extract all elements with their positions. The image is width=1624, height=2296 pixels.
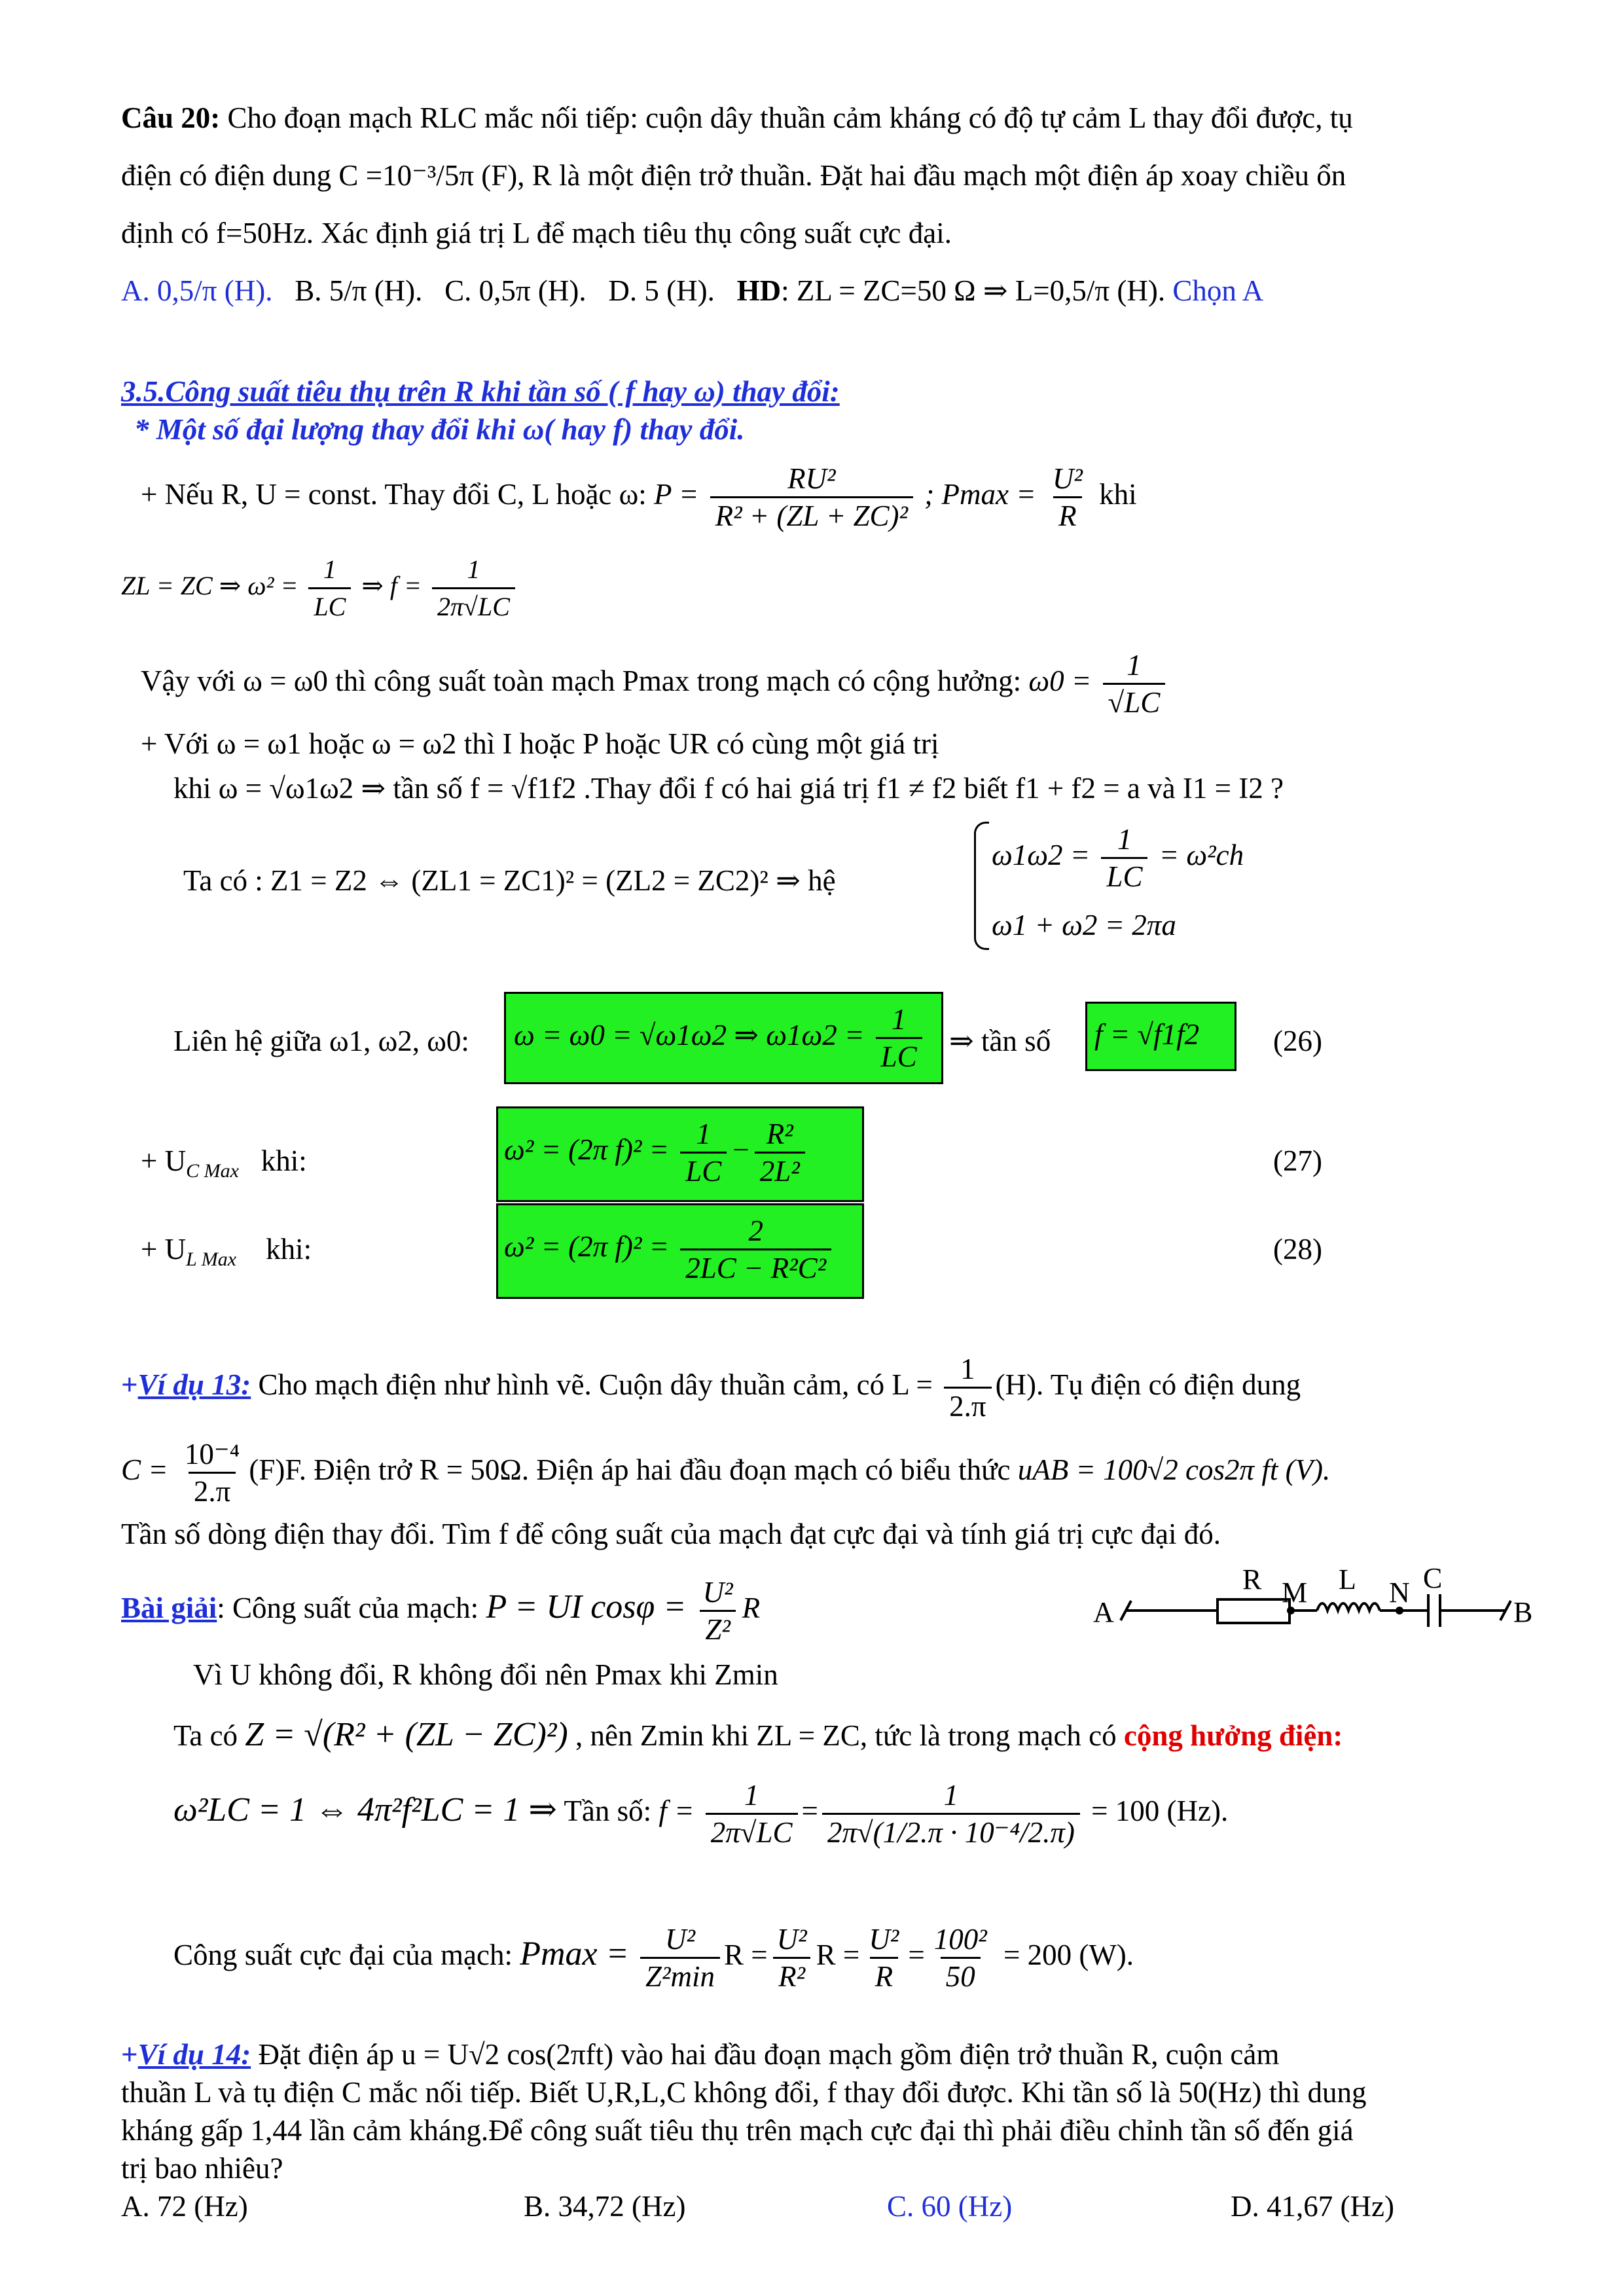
ulmax-formula <box>504 1213 835 1286</box>
pmax-text: Công suất cực đại của mạch: <box>173 1939 513 1971</box>
p-lhs: P = <box>654 478 699 511</box>
p-den: R² + (ZL + ZC)² <box>710 496 913 534</box>
ex14-option-c: C. 60 (Hz) <box>887 2190 1013 2223</box>
q20-choose: Chọn A <box>1172 274 1264 307</box>
taco-label: Ta có <box>173 1719 238 1752</box>
frequency-text: Tần số: <box>564 1795 652 1827</box>
ucmax-n1: 1 <box>696 1118 712 1150</box>
ex14-line3: kháng gấp 1,44 lần cảm kháng.Để công suất tiêu thụ trên mạch cực đại thì phải điều chỉnh tần số đến giá <box>121 2114 1354 2147</box>
freq-d1: 2π√LC <box>706 1813 798 1850</box>
ucmax-label <box>141 1142 307 1190</box>
solution-den: Z² <box>700 1610 736 1647</box>
pmax-den: R <box>1053 496 1082 534</box>
ex13-u-expr: uAB = 100√2 cos2π ft (V). <box>1017 1453 1331 1486</box>
circuit-diagram <box>1087 1561 1545 1647</box>
taco-text: Ta có : Z1 = Z2 ⇔ (ZL1 = ZC1)² = (ZL2 = ZC2)² ⇒ hệ <box>183 864 836 897</box>
ulmax-u: + U <box>141 1233 187 1266</box>
ucmax-khi: khi: <box>261 1144 307 1177</box>
ex13-frequency-line: ω²LC = 1 ⇔ 4π²f²LC = 1 ⇒ Tần số: f = $\frac{1}{2\pi√LC}$ = $\frac{1}{\text{2π√(1/2.π · 10⁻⁴/2.π)}}$ = 100 (Hz). <box>173 1779 1229 1850</box>
ex13-solution-line <box>121 1571 760 1647</box>
ex13-line3: Tần số dòng điện thay đổi. Tìm f để công suất của mạch đạt cực đại và tính giá trị cực đại đó. <box>121 1518 1221 1550</box>
q20-hd-text: : ZL = ZC=50 Ω ⇒ L=0,5/π (H). <box>781 274 1166 307</box>
circuit-label-R: R <box>1242 1563 1262 1595</box>
resonance-highlight: cộng hưởng điện: <box>1123 1719 1343 1752</box>
q20-option-b: B. 5/π (H). <box>295 274 423 307</box>
res-num: 1 <box>323 555 336 585</box>
omega0-fraction <box>1103 647 1166 720</box>
ex14-option-b: B. 34,72 (Hz) <box>524 2190 686 2223</box>
sys1-den: LC <box>1101 857 1147 894</box>
q20-option-a: A. 0,5/π (H). <box>121 274 273 307</box>
ex13-label: Ví dụ 13: <box>137 1368 251 1401</box>
solution-text: : Công suất của mạch: <box>217 1592 479 1624</box>
pmax-d2: R² <box>773 1957 810 1994</box>
pmax-n3: U² <box>869 1923 899 1956</box>
pmax-d1: Z²min <box>640 1957 720 1994</box>
ex13-C-num: 10⁻⁴ <box>184 1438 240 1471</box>
ex13-C-den: 2.π <box>189 1472 236 1509</box>
sys1-num: 1 <box>1117 823 1132 856</box>
relation-lhs: ω = ω0 = √ω1ω2 ⇒ ω1ω2 = <box>514 1018 865 1051</box>
res-f-den: 2π√LC <box>432 587 515 625</box>
pmax-n2: U² <box>776 1923 807 1956</box>
omega0-text: Vậy với ω = ω0 thì công suất toàn mạch Pmax trong mạch có cộng hưởng: <box>141 665 1022 697</box>
ucmax-formula: ω² = (2π f)² = $\frac{1}{LC}$ − $\frac{\text{R²}}{\text{2L²}}$ <box>504 1116 809 1189</box>
relation-f: f = √f1f2 <box>1094 1018 1200 1051</box>
taco-rest: , nên Zmin khi ZL = ZC, tức là trong mạch có <box>575 1719 1117 1752</box>
system-eq2: ω1 + ω2 = 2πa <box>992 909 1176 941</box>
power-formula-line <box>141 458 1137 534</box>
q20-label: Câu 20: <box>121 101 221 134</box>
pmax-frac2 <box>772 1922 812 1994</box>
pmax-formula-lhs: Pmax = <box>520 1935 629 1973</box>
ex14-option-d: D. 41,67 (Hz) <box>1231 2190 1394 2223</box>
ex13-line2 <box>121 1434 1330 1509</box>
ex13-pmax-line: Công suất cực đại của mạch: Pmax = $\frac{\text{U²}}{\text{Z²min}}$ R = $\frac{\text{U²}}{\text{R²}}$ R = $\frac{\text{U²}}{R}$ = $\frac{\text{100²}}{50}$ = 200 (W). <box>173 1923 1134 1994</box>
omega0-num: 1 <box>1127 649 1142 682</box>
condition-text: + Nếu R, U = const. Thay đổi C, L hoặc ω: <box>141 478 647 511</box>
pmax-frac3 <box>863 1922 904 1994</box>
ucmax-u: + U <box>141 1144 187 1177</box>
ex13-line-taco <box>173 1709 1343 1762</box>
omega0-lhs: ω0 = <box>1028 665 1092 697</box>
ucmax-frac2 <box>755 1116 805 1189</box>
taco-line <box>183 845 836 917</box>
section-subheading: * Một số đại lượng thay đổi khi ω( hay f) thay đổi. <box>134 413 745 446</box>
q20-hd-label: HD <box>736 274 782 307</box>
ulmax-label <box>141 1231 312 1278</box>
circuit-label-B: B <box>1513 1596 1533 1628</box>
ex13-line-vi: Vì U không đổi, R không đổi nên Pmax khi Zmin <box>193 1658 778 1691</box>
ex14-line1: +Ví dụ 14: Đặt điện áp u = U√2 cos(2πft) vào hai đầu đoạn mạch gồm điện trở thuần R, cuộn cảm <box>121 2038 1280 2071</box>
ex14-option-a: A. 72 (Hz) <box>121 2190 248 2223</box>
solution-formula: P = UI cosφ = <box>486 1588 687 1626</box>
ulmax-num: 2 <box>748 1214 763 1247</box>
resonance-lhs: ZL = ZC ⇒ ω² = <box>121 571 298 600</box>
ucmax-frac1 <box>680 1116 727 1189</box>
ucmax-sub: C Max <box>186 1160 239 1182</box>
ex14-line2: thuần L và tụ điện C mắc nối tiếp. Biết U,R,L,C không đổi, f thay đổi được. Khi tần số là 50(Hz) thì dung <box>121 2076 1367 2109</box>
resonance-f: ⇒ f = <box>361 571 422 600</box>
omega0-den: √LC <box>1103 683 1166 720</box>
pmax-frac1 <box>640 1922 720 1994</box>
pmax-lhs: ; Pmax = <box>924 478 1036 511</box>
q20-option-d: D. 5 (H). <box>608 274 715 307</box>
relation-label: Liên hệ giữa ω1, ω2, ω0: <box>173 1025 469 1057</box>
system-eq1 <box>992 822 1244 894</box>
pmax-d4: 50 <box>941 1957 981 1994</box>
q20-text1: Cho đoạn mạch RLC mắc nối tiếp: cuộn dây thuần cảm kháng có độ tự cảm L thay đổi được, tụ <box>220 101 1353 134</box>
ulmax-sub: L Max <box>186 1248 237 1270</box>
section-heading: 3.5.Công suất tiêu thụ trên R khi tần số ( f hay ω) thay đổi: <box>121 375 840 408</box>
q20-line1 <box>121 100 1353 136</box>
ulmax-fraction <box>680 1213 831 1286</box>
ex13-text1b: (H). Tụ điện có điện dung <box>995 1368 1301 1401</box>
pmax-n4: 100² <box>933 1923 987 1956</box>
eq-number-27: (27) <box>1273 1144 1322 1177</box>
p-fraction <box>710 461 913 534</box>
eq-number-26: (26) <box>1273 1025 1322 1057</box>
freq-n1: 1 <box>744 1779 759 1812</box>
ucmax-n2: R² <box>766 1118 793 1150</box>
when-line: khi ω = √ω1ω2 ⇒ tần số f = √f1f2 .Thay đổi f có hai giá trị f1 ≠ f2 biết f1 + f2 = a và I1 = I2 ? <box>173 772 1284 805</box>
with-line: + Với ω = ω1 hoặc ω = ω2 thì I hoặc P hoặc UR có cùng một giá trị <box>141 727 939 760</box>
ex13-text2: (F)F. Điện trở R = 50Ω. Điện áp hai đầu đoạn mạch có biểu thức <box>249 1453 1011 1486</box>
solution-label: Bài giải <box>121 1592 217 1624</box>
frequency-frac1 <box>706 1777 798 1850</box>
circuit-label-L: L <box>1339 1563 1356 1595</box>
system-brace <box>974 822 989 950</box>
pmax-d3: R <box>870 1957 899 1994</box>
ucmax-d2: 2L² <box>755 1152 805 1189</box>
ex14-label: Ví dụ 14: <box>137 2038 251 2071</box>
ex13-text1: Cho mạch điện như hình vẽ. Cuộn dây thuần cảm, có L = <box>251 1368 933 1401</box>
q20-line2: điện có điện dung C =10⁻³/5π (F), R là một điện trở thuần. Đặt hai đầu mạch một điện áp xoay chiều ổn <box>121 159 1346 192</box>
q20-options <box>121 272 1263 309</box>
ex13-L-den: 2.π <box>944 1387 991 1424</box>
pmax-num: U² <box>1052 462 1083 496</box>
relation-fraction <box>876 1002 922 1074</box>
p-num: RU² <box>787 462 836 496</box>
inductor-symbol <box>1317 1603 1380 1611</box>
resistor-symbol <box>1218 1599 1290 1623</box>
pmax-fraction <box>1047 461 1088 534</box>
ex13-line1: +Ví dụ 13: Cho mạch điện như hình vẽ. Cuộn dây thuần cảm, có L = $\frac{1}{2.\pi}$ (H). Tụ điện có điện dung <box>121 1353 1301 1423</box>
pmax-result: = 200 (W). <box>1003 1939 1134 1971</box>
ex14-text1: Đặt điện áp u = U√2 cos(2πft) vào hai đầu đoạn mạch gồm điện trở thuần R, cuộn cảm <box>251 2038 1280 2071</box>
sys1-fraction <box>1101 822 1147 894</box>
circuit-label-N: N <box>1389 1576 1410 1609</box>
resonance-line <box>121 550 519 625</box>
frequency-f: f = <box>659 1795 695 1827</box>
relation-num: 1 <box>891 1003 907 1036</box>
circuit-label-C: C <box>1423 1562 1443 1594</box>
frequency-result: = 100 (Hz). <box>1091 1795 1229 1827</box>
freq-n2: 1 <box>943 1779 959 1812</box>
ucmax-lhs: ω² = (2π f)² = <box>504 1133 670 1166</box>
frequency-frac2 <box>822 1777 1080 1850</box>
ulmax-den: 2LC − R²C² <box>680 1248 831 1286</box>
circuit-label-A: A <box>1093 1596 1114 1628</box>
q20-option-c: C. 0,5π (H). <box>444 274 586 307</box>
ex13-C-fraction <box>179 1436 245 1509</box>
sys1-lhs: ω1ω2 = <box>992 838 1091 871</box>
eq-number-28: (28) <box>1273 1233 1322 1266</box>
relation-arrow: ⇒ tần số <box>949 1025 1051 1057</box>
ex13-L-fraction <box>944 1351 991 1424</box>
pmax-n1: U² <box>664 1923 695 1956</box>
solution-fraction <box>698 1575 738 1647</box>
resonance-f-fraction <box>432 552 515 625</box>
sys1-rhs: = ω²ch <box>1159 838 1244 871</box>
frequency-formula: ω²LC = 1 ⇔ 4π²f²LC = 1 ⇒ <box>173 1791 557 1829</box>
solution-num: U² <box>702 1576 733 1609</box>
impedance-formula: Z = √(R² + (ZL − ZC)²) <box>245 1716 568 1753</box>
ex13-C-lhs: C = <box>121 1453 168 1486</box>
relation-den: LC <box>876 1037 922 1074</box>
res-f-num: 1 <box>467 555 480 585</box>
res-den: LC <box>308 587 351 625</box>
ulmax-lhs: ω² = (2π f)² = <box>504 1230 670 1263</box>
omega0-line <box>141 642 1169 720</box>
khi-word: khi <box>1099 478 1137 511</box>
ex14-line4: trị bao nhiêu? <box>121 2152 283 2185</box>
q20-line3: định có f=50Hz. Xác định giá trị L để mạch tiêu thụ công suất cực đại. <box>121 217 952 249</box>
circuit-label-M: M <box>1282 1576 1308 1609</box>
freq-d2: 2π√(1/2.π · 10⁻⁴/2.π) <box>822 1813 1080 1850</box>
ucmax-d1: LC <box>680 1152 727 1189</box>
ulmax-khi: khi: <box>266 1233 312 1266</box>
pmax-frac4 <box>929 1922 992 1994</box>
ex13-L-num: 1 <box>960 1353 975 1386</box>
solution-R: R <box>742 1592 761 1624</box>
relation-formula <box>514 1002 926 1074</box>
resonance-fraction <box>308 552 351 625</box>
